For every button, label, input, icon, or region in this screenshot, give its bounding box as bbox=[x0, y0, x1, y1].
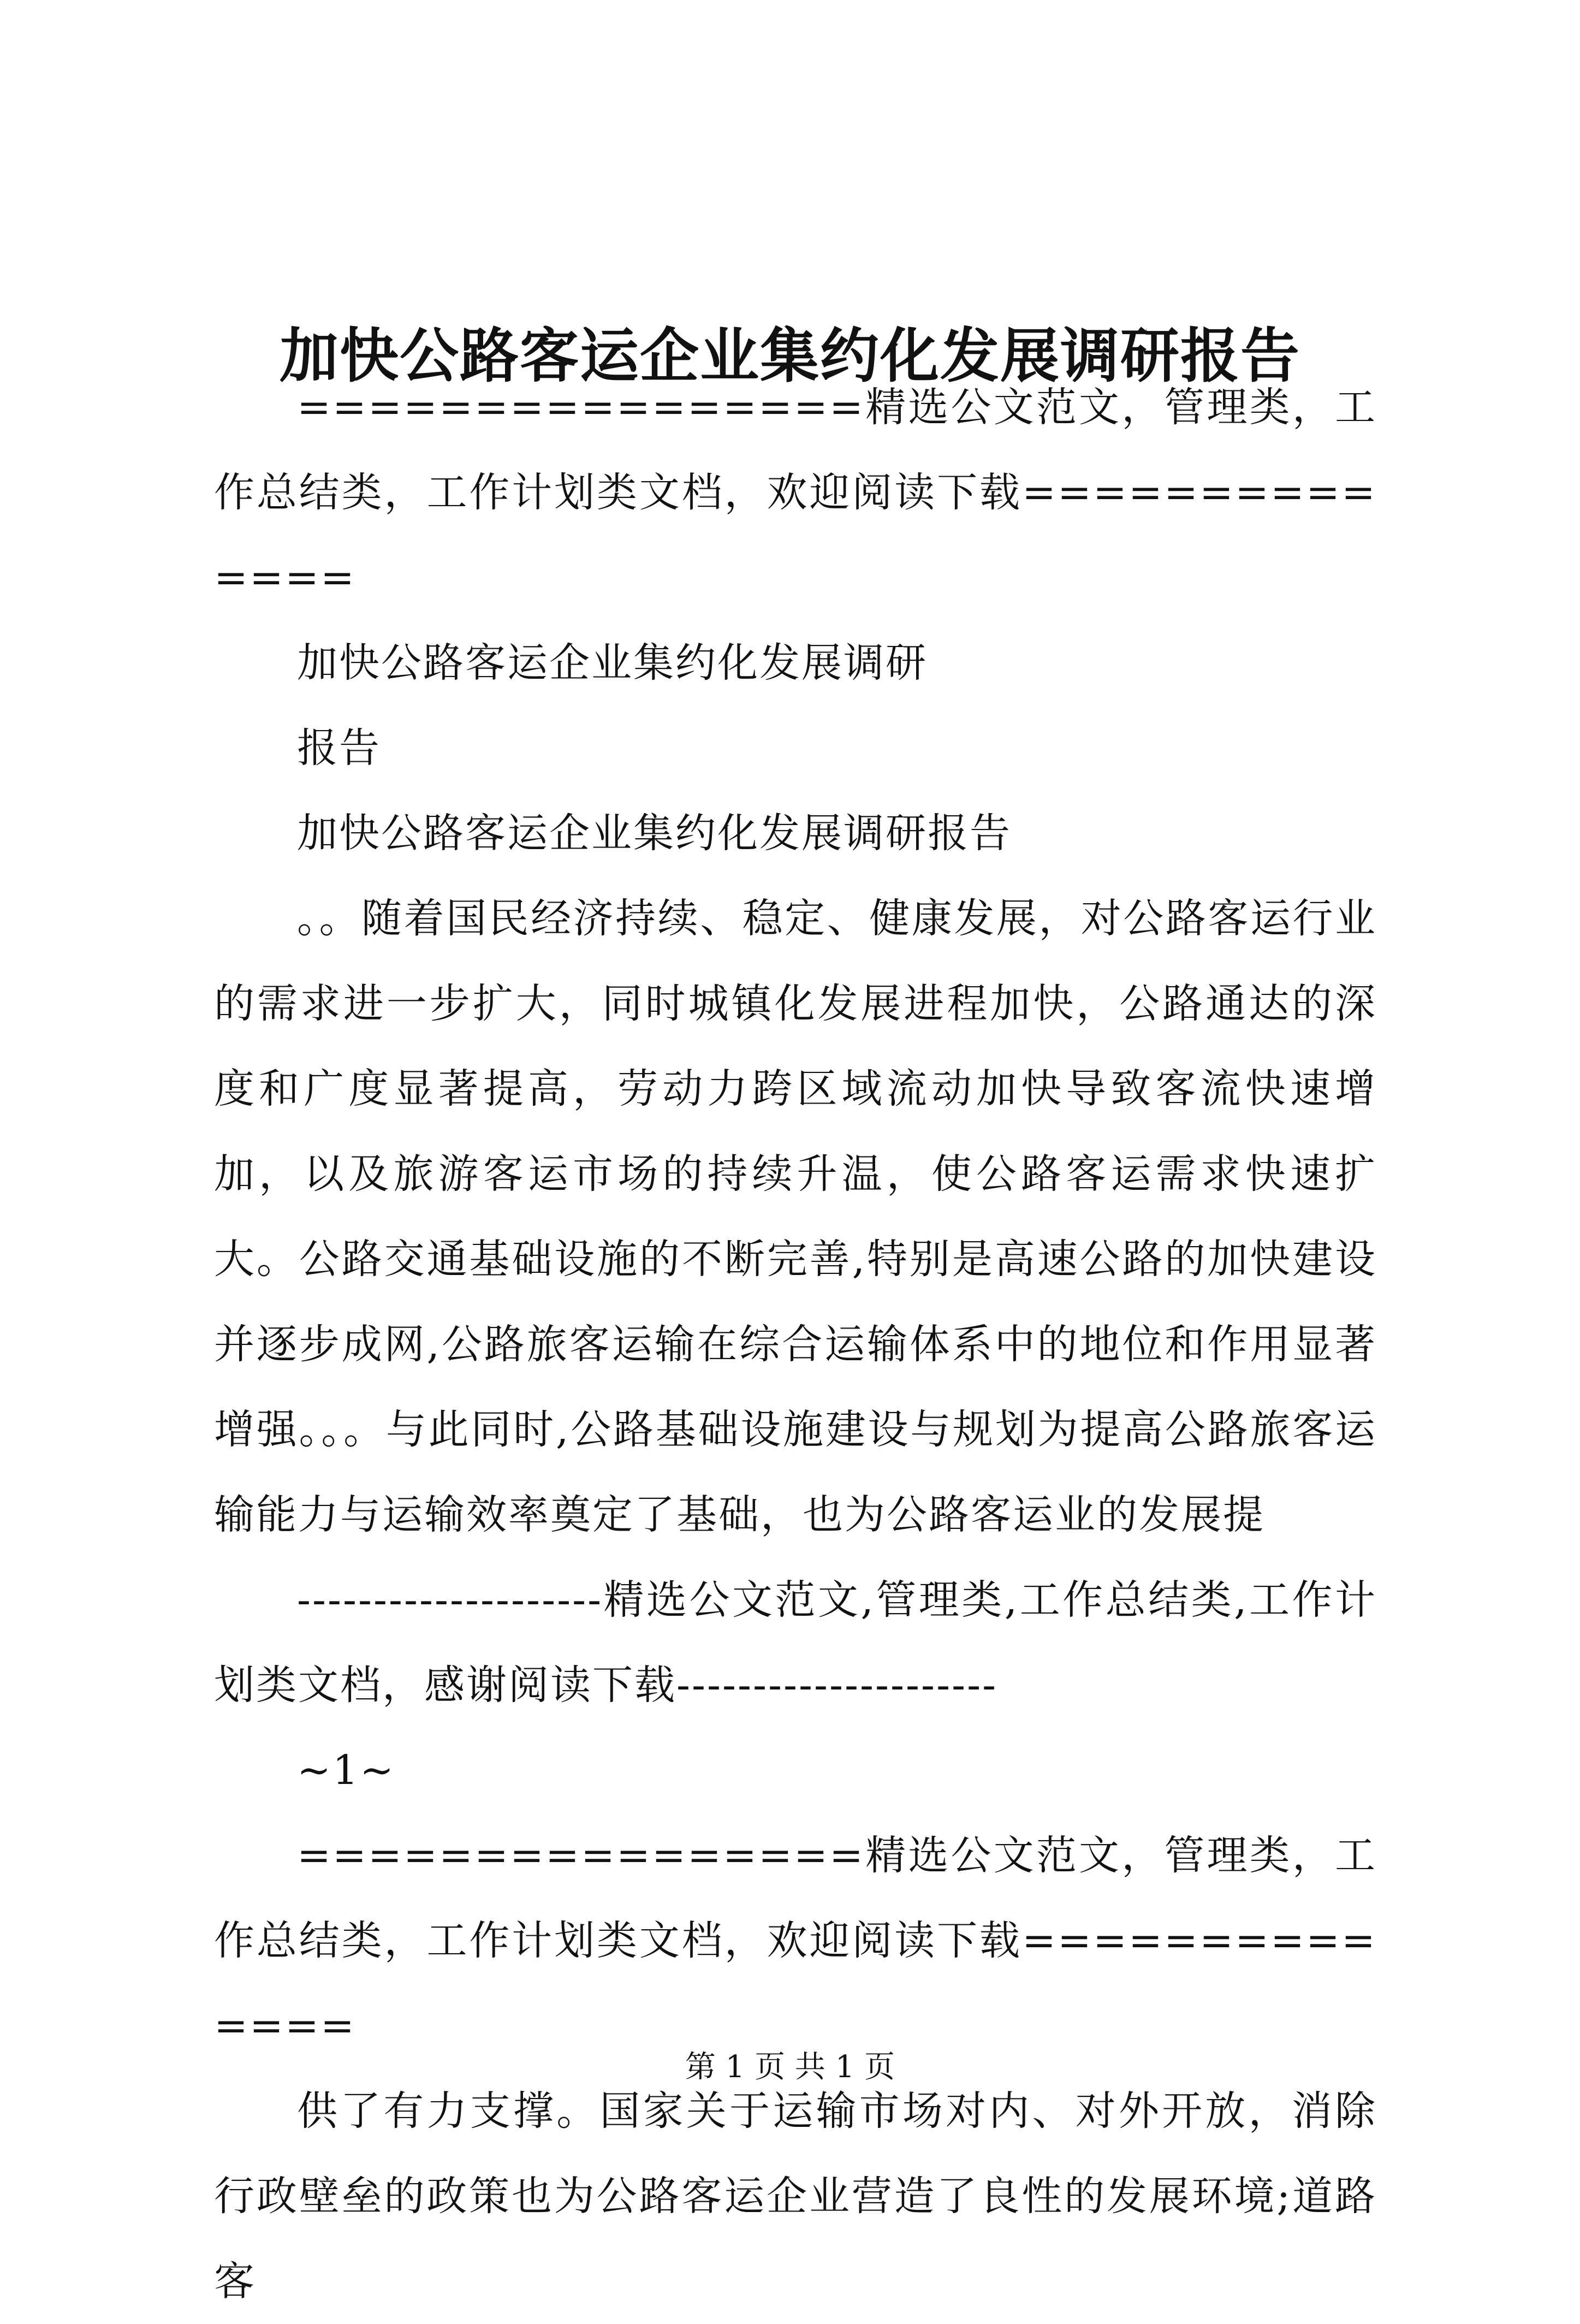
subtitle-line-1: 加快公路客运企业集约化发展调研 bbox=[297, 639, 928, 686]
page-marker: ~1~ bbox=[297, 1747, 396, 1794]
body-paragraph: 。。随着国民经济持续、稳定、健康发展，对公路客运行业的需求进一步扩大，同时城镇化发展进程加快，公路通达的深度和广度显著提高，劳动力跨区域流动加快导致客流快速增加，以及旅游客运市场的持续升温，使公路客运需求快速扩大。公路交通基础设施的不断完善,特别是高速公路的加快建设并逐步成网,公路旅客运输在综合运输体系中的地位和作用显著增强。。。与此同时,公路基础设施建设与规划为提高公路旅客运输能力与运输效率奠定了基础，也为公路客运业的发展提 bbox=[214, 895, 1377, 1538]
subtitle-line-2: 报告 bbox=[297, 725, 381, 772]
document-title: 加快公路客运企业集约化发展调研报告 bbox=[279, 322, 1300, 391]
report-heading: 加快公路客运企业集约化发展调研报告 bbox=[297, 810, 1012, 857]
header-banner: ================精选公文范文，管理类，工作总结类，工作计划类文档，欢迎阅读下载============== bbox=[214, 384, 1377, 601]
footer-banner: --------------------精选公文范文,管理类,工作总结类,工作计划类文档，感谢阅读下载--------------------- bbox=[214, 1576, 1377, 1709]
body-paragraph-2: 供了有力支撑。国家关于运输市场对内、对外开放，消除行政壁垒的政策也为公路客运企业营造了良性的发展环境;道路客 bbox=[214, 2088, 1377, 2305]
page-footer: 第 1 页 共 1 页 bbox=[685, 2049, 895, 2085]
header-banner-2: ================精选公文范文，管理类，工作总结类，工作计划类文档，欢迎阅读下载============== bbox=[214, 1832, 1377, 2049]
document-body bbox=[214, 365, 1377, 2324]
